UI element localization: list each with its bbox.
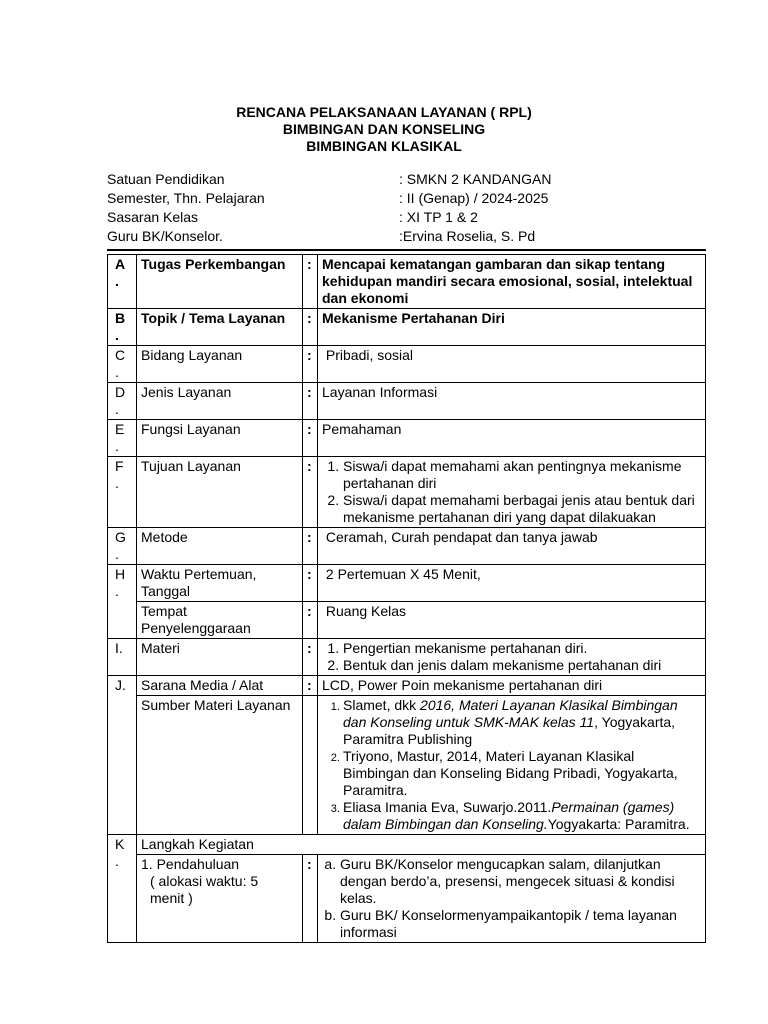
row-colon: : [303, 565, 318, 602]
row-colon: : [303, 639, 318, 676]
row-label: Waktu Pertemuan, Tanggal [137, 565, 303, 602]
info-value: :Ervina Roselia, S. Pd [399, 228, 536, 244]
row-value: Layanan Informasi [318, 383, 706, 420]
info-value: : XI TP 1 & 2 [399, 209, 478, 225]
info-value: : II (Genap) / 2024-2025 [399, 190, 549, 206]
row-colon: : [303, 309, 318, 346]
table-row-a [108, 255, 706, 309]
divider-rule [107, 249, 706, 251]
table-row-d [108, 383, 706, 420]
row-colon [303, 696, 318, 835]
row-label [137, 855, 303, 943]
title-line-1: RENCANA PELAKSANAAN LAYANAN ( RPL) [236, 104, 532, 120]
source-list [322, 697, 701, 833]
row-value [318, 855, 706, 943]
step-allocation: ( alokasi waktu: 5 [150, 873, 259, 889]
step-list [322, 856, 701, 941]
row-value: Ceramah, Curah pendapat dan tanya jawab [318, 528, 706, 565]
table-row-j-sources [108, 696, 706, 835]
list-item: 3. Eliasa Imania Eva, Suwarjo.2011.Permainan (games) dalam Bimbingan dan Konseling.Yogyakarta: Paramitra. [343, 799, 701, 833]
row-letter: J. [108, 676, 137, 835]
row-colon: : [303, 602, 318, 639]
row-label: Materi [137, 639, 303, 676]
row-colon: : [303, 676, 318, 696]
table-row-h [108, 565, 706, 602]
row-label: Jenis Layanan [137, 383, 303, 420]
row-value: 2 Pertemuan X 45 Menit, [318, 565, 706, 602]
row-letter: B . [108, 309, 137, 346]
row-label: Metode [137, 528, 303, 565]
row-letter: I. [108, 639, 137, 676]
document-title [0, 104, 768, 155]
list-item: 2. Siswa/i dapat memahami berbagai jenis atau bentuk dari mekanisme pertahanan diri yang dapat dilakuakan [343, 492, 701, 526]
step-title: 1. Pendahuluan [141, 856, 240, 872]
list-item: 1. Pengertian mekanisme pertahanan diri. [343, 640, 701, 657]
list-item: b. Guru BK/ Konselormenyampaikantopik / tema layanan informasi [340, 907, 701, 941]
row-value: Ruang Kelas [318, 602, 706, 639]
row-value: Mencapai kematangan gambaran dan sikap tentang kehidupan mandiri secara emosional, sosial, intelektual dan ekonomi [318, 255, 706, 309]
row-colon: : [303, 528, 318, 565]
title-line-3: BIMBINGAN KLASIKAL [306, 138, 462, 154]
row-colon: : [303, 346, 318, 383]
row-letter: K . [108, 835, 137, 943]
row-label: Bidang Layanan [137, 346, 303, 383]
row-letter: E . [108, 420, 137, 457]
objective-list [322, 458, 701, 526]
material-list [322, 640, 701, 674]
info-label: Semester, Thn. Pelajaran [107, 190, 265, 206]
title-line-2: BIMBINGAN DAN KONSELING [282, 121, 486, 137]
row-letter: H . [108, 565, 137, 639]
row-label: Topik / Tema Layanan [137, 309, 303, 346]
table-row-g [108, 528, 706, 565]
row-label: Sumber Materi Layanan [137, 696, 303, 835]
step-allocation-end: menit ) [150, 890, 193, 906]
table-row-i [108, 639, 706, 676]
row-letter: C . [108, 346, 137, 383]
table-row-e [108, 420, 706, 457]
row-label: Tugas Perkembangan [137, 255, 303, 309]
row-value [318, 457, 706, 528]
table-row-j [108, 676, 706, 696]
list-item: 2. Bentuk dan jenis dalam mekanisme pertahanan diri [343, 657, 701, 674]
row-value [318, 696, 706, 835]
row-letter: F . [108, 457, 137, 528]
table-row-f [108, 457, 706, 528]
row-label: Tujuan Layanan [137, 457, 303, 528]
info-value: : SMKN 2 KANDANGAN [399, 171, 552, 187]
row-colon: : [303, 855, 318, 943]
info-label: Satuan Pendidikan [107, 171, 225, 187]
row-label: Sarana Media / Alat [137, 676, 303, 696]
info-label: Sasaran Kelas [107, 209, 199, 225]
row-value: Pemahaman [318, 420, 706, 457]
row-value: Pribadi, sosial [318, 346, 706, 383]
row-colon: : [303, 457, 318, 528]
list-item: 1. Siswa/i dapat memahami akan pentingnya mekanisme pertahanan diri [343, 458, 701, 492]
row-label: Fungsi Layanan [137, 420, 303, 457]
row-value: LCD, Power Poin mekanisme pertahanan diri [318, 676, 706, 696]
row-letter: G . [108, 528, 137, 565]
list-item: a. Guru BK/Konselor mengucapkan salam, dilanjutkan dengan berdo’a, presensi, mengecek situasi & kondisi kelas. [340, 856, 701, 907]
row-colon: : [303, 255, 318, 309]
table-row-c [108, 346, 706, 383]
list-item: 1. Slamet, dkk 2016, Materi Layanan Klasikal Bimbingan dan Konseling untuk SMK-MAK kelas 11, Yogyakarta, Paramitra Publishing [343, 697, 701, 748]
row-letter: D . [108, 383, 137, 420]
table-row-b [108, 309, 706, 346]
info-label: Guru BK/Konselor. [107, 228, 223, 244]
row-letter: A . [108, 255, 137, 309]
table-row-h-venue [108, 602, 706, 639]
rpl-table [107, 254, 706, 943]
list-item: 2. Triyono, Mastur, 2014, Materi Layanan Klasikal Bimbingan dan Konseling Bidang Pribadi, Yogyakarta, Paramitra. [343, 748, 701, 799]
row-value: Mekanisme Pertahanan Diri [318, 309, 706, 346]
row-label: Tempat Penyelenggaraan [137, 602, 303, 639]
row-label: Langkah Kegiatan [137, 835, 706, 855]
table-row-k [108, 835, 706, 855]
row-value [318, 639, 706, 676]
table-row-k-intro [108, 855, 706, 943]
row-colon: : [303, 420, 318, 457]
row-colon: : [303, 383, 318, 420]
